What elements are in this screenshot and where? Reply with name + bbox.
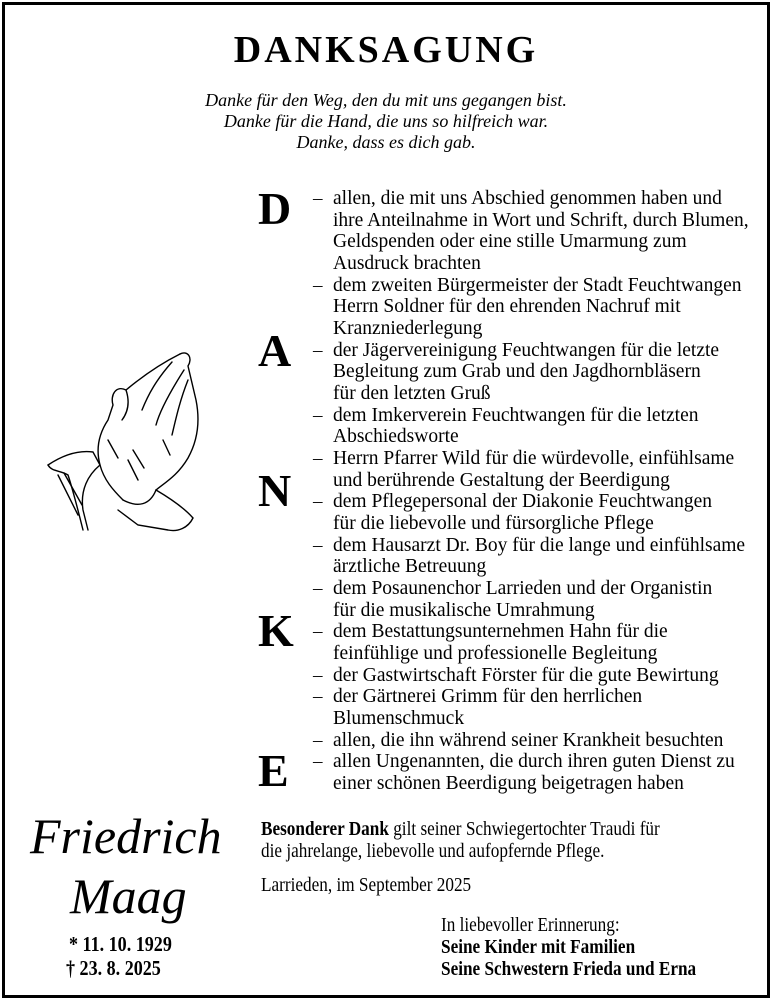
poem-line: Danke, dass es dich gab. xyxy=(296,132,476,152)
thanks-item-line: feinfühlige und professionelle Begleitung xyxy=(333,643,658,665)
thanks-item-line: dem Bestattungsunternehmen Hahn für die xyxy=(333,621,668,643)
thanks-item-line: allen Ungenannten, die durch ihren guten Dienst zu xyxy=(333,751,735,773)
deceased-last-name: Maag xyxy=(70,868,187,924)
thanks-item-line: Begleitung zum Grab und den Jagdhornbläsern xyxy=(333,361,701,383)
birth-date: * 11. 10. 1929 xyxy=(69,932,172,956)
death-date: † 23. 8. 2025 xyxy=(66,956,161,980)
thanks-item-line: Blumenschmuck xyxy=(333,708,465,730)
list-dash: – xyxy=(313,448,323,470)
special-thanks-line-2: die jahrelange, liebevolle und aufopfernde Pflege. xyxy=(261,840,605,862)
thanks-item-line: allen, die mit uns Abschied genommen haben und xyxy=(333,188,722,209)
signoff-intro: In liebevoller Erinnerung: xyxy=(441,914,620,936)
thanks-item-line: Geldspenden oder eine stille Umarmung zum xyxy=(333,231,687,253)
list-dash: – xyxy=(313,686,323,708)
acrostic-letter: A xyxy=(258,325,292,376)
thanks-item-line: für die liebevolle und fürsorgliche Pflege xyxy=(333,513,654,535)
acrostic-letter: E xyxy=(258,745,289,796)
thanks-item-line: Abschiedsworte xyxy=(333,426,459,448)
page-title: DANKSAGUNG xyxy=(233,29,539,71)
thanks-item-line: der Gastwirtschaft Förster für die gute Bewirtung xyxy=(333,664,719,686)
list-dash: – xyxy=(313,274,323,296)
thanks-item-line: dem zweiten Bürgermeister der Stadt Feuchtwangen xyxy=(333,274,742,296)
thanks-item-line: für die musikalische Umrahmung xyxy=(333,599,595,621)
acrostic-letter: K xyxy=(258,605,294,656)
special-thanks-line xyxy=(261,818,660,840)
list-dash: – xyxy=(313,404,323,426)
thanks-item-line: dem Pflegepersonal der Diakonie Feuchtwangen xyxy=(333,491,713,513)
special-thanks-bold: Besonderer Dank xyxy=(261,818,389,840)
thanks-item-line: einer schönen Beerdigung beigetragen haben xyxy=(333,773,684,795)
thanks-item-line: der Jägervereinigung Feuchtwangen für die letzte xyxy=(333,339,720,361)
list-dash: – xyxy=(313,578,323,600)
thanks-item-line: allen, die ihn während seiner Krankheit besuchten xyxy=(333,729,724,751)
acrostic-letter: D xyxy=(258,183,292,234)
signoff-line: Seine Kinder mit Familien xyxy=(441,936,636,958)
thanks-item-line: Ausdruck brachten xyxy=(333,253,481,274)
list-dash: – xyxy=(313,534,323,556)
thanks-item-line: ärztliche Betreuung xyxy=(333,556,487,578)
list-dash: – xyxy=(313,751,323,773)
acrostic-letter: N xyxy=(258,465,292,516)
list-dash: – xyxy=(313,339,323,361)
special-thanks-text: gilt seiner Schwiegertochter Traudi für xyxy=(388,818,660,840)
thanks-item-line: der Gärtnerei Grimm für den herrlichen xyxy=(333,686,643,708)
list-dash: – xyxy=(313,729,323,751)
thanks-item-line: Kranzniederlegung xyxy=(333,318,483,340)
place-date: Larrieden, im September 2025 xyxy=(261,874,472,896)
list-dash: – xyxy=(313,664,323,686)
deceased-first-name: Friedrich xyxy=(30,808,222,864)
poem-line: Danke für den Weg, den du mit uns gegangen bist. xyxy=(205,90,567,110)
praying-hands-icon xyxy=(38,340,213,535)
thanks-item-line: für den letzten Gruß xyxy=(333,383,491,405)
list-dash: – xyxy=(313,188,323,209)
thanks-item-line: Herrn Soldner für den ehrenden Nachruf mit xyxy=(333,296,681,318)
thanks-item-line: dem Hausarzt Dr. Boy für die lange und einfühlsame xyxy=(333,534,746,556)
poem-line: Danke für die Hand, die uns so hilfreich war. xyxy=(223,111,549,131)
list-dash: – xyxy=(313,621,323,643)
list-dash: – xyxy=(313,491,323,513)
thanks-item-line: Herrn Pfarrer Wild für die würdevolle, einfühlsame xyxy=(333,448,735,470)
thanks-item-line: ihre Anteilnahme in Wort und Schrift, durch Blumen, xyxy=(333,209,749,231)
thanks-item-line: dem Posaunenchor Larrieden und der Organistin xyxy=(333,578,713,600)
thanks-item-line: dem Imkerverein Feuchtwangen für die letzten xyxy=(333,404,699,426)
thanks-item-line: und berührende Gestaltung der Beerdigung xyxy=(333,469,670,491)
signoff-line: Seine Schwestern Frieda und Erna xyxy=(441,958,697,980)
